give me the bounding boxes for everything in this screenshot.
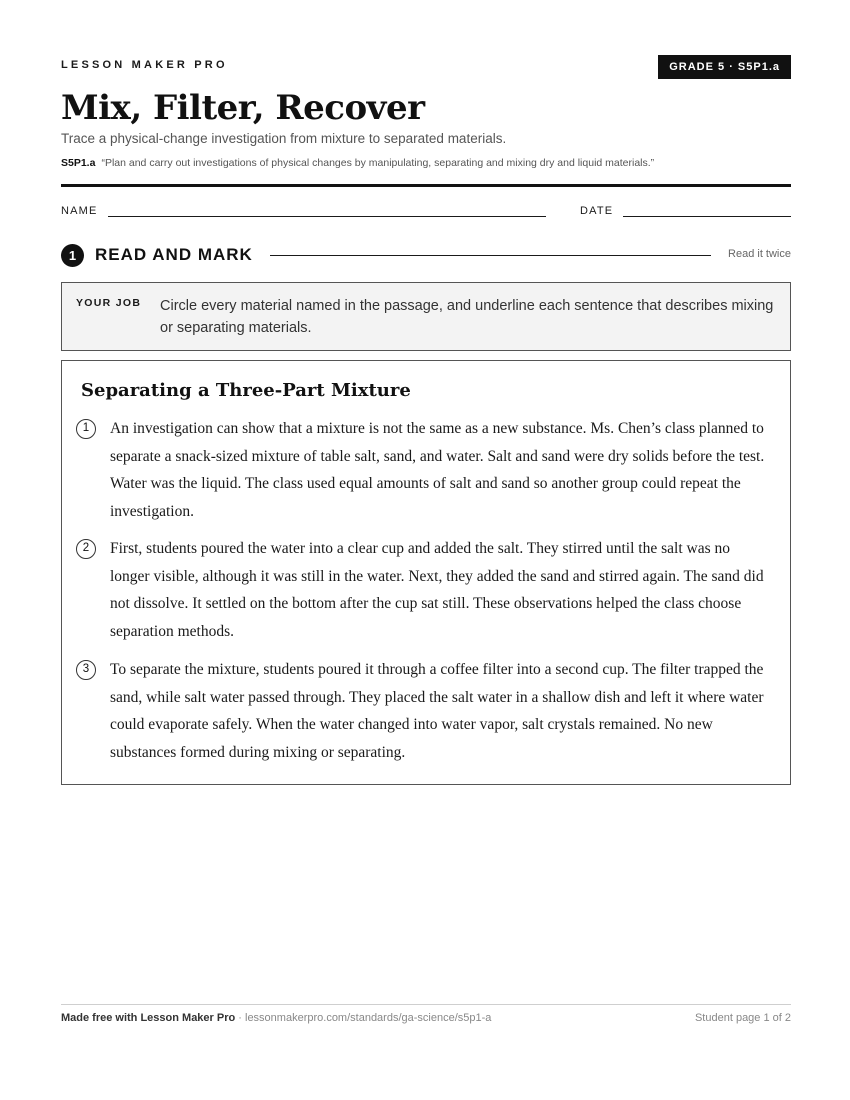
name-field[interactable] [108,216,546,217]
worksheet-page [61,0,791,1100]
header-divider [61,184,791,187]
date-label: DATE [580,205,614,217]
page-title: Mix, Filter, Recover [61,88,425,128]
paragraph-text: First, students poured the water into a clear cup and added the salt. They stirred until the salt was no longer visible, although it was still in the water. Next, they added the sand and stirred again. The sand did not dissolve. It settled on the bottom after the cup sat still. These observations helped the class choose separation methods. [110,540,764,640]
brand-name: LESSON MAKER PRO [61,59,228,71]
paragraph-number: 1 [76,419,96,439]
name-date-row [61,205,791,219]
your-job-box [61,282,791,351]
paragraph-text: An investigation can show that a mixture is not the same as a new substance. Ms. Chen’s class planned to separate a snack-sized mixture of table salt, sand, and water. Salt and sand were dry solids before the test. Water was the liquid. The class used equal amounts of salt and sand so another group could repeat the investigation. [110,420,765,520]
section-note: Read it twice [728,248,791,260]
paragraph-text: To separate the mixture, students poured it through a coffee filter into a second cup. The filter trapped the sand, while salt water passed through. They placed the salt water in a shallow dish and left it where water could evaporate safely. When the water changed into water vapor, salt crystals remained. No new substances formed during mixing or separating. [110,661,764,761]
standard-code: S5P1.a [61,157,96,169]
footer-divider [61,1004,791,1005]
reading-passage [61,360,791,785]
your-job-label: YOUR JOB [76,297,142,309]
paragraph-number: 2 [76,539,96,559]
standard-text: “Plan and carry out investigations of physical changes by manipulating, separating and mixing dry and liquid materials.” [101,157,655,169]
section-title: READ AND MARK [95,245,253,264]
section-heading [61,243,791,267]
name-label: NAME [61,205,98,217]
passage-title: Separating a Three-Part Mixture [81,380,411,401]
footer-url[interactable]: lessonmakerpro.com/standards/ga-science/s5p1-a [245,1012,492,1024]
your-job-text: Circle every material named in the passage, and underline each sentence that describes mixing or separating materials. [160,298,774,336]
footer-page-number: Student page 1 of 2 [694,1012,791,1024]
paragraph-number: 3 [76,660,96,680]
date-field[interactable] [623,216,791,217]
section-number-badge: 1 [61,244,84,267]
standard-line [61,157,654,169]
footer-credit [61,1012,491,1024]
section-divider [270,255,711,256]
footer-made-with: Made free with Lesson Maker Pro [61,1012,236,1024]
page-subtitle: Trace a physical-change investigation from mixture to separated materials. [61,131,507,146]
footer-separator: · [235,1012,245,1024]
grade-badge: GRADE 5 · S5P1.a [658,55,791,79]
top-bar [61,55,791,79]
